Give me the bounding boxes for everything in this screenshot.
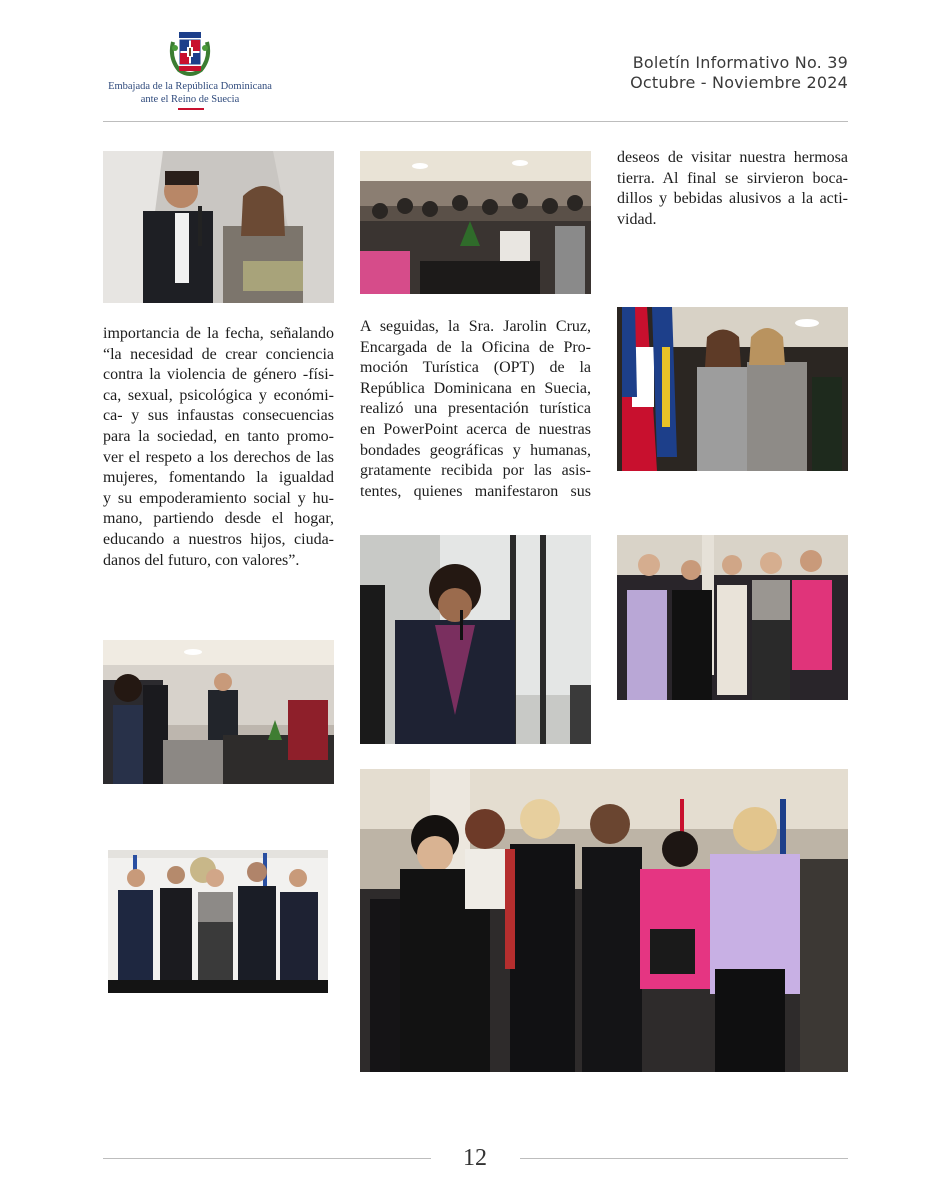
text-line: contra la violencia de género -físi- bbox=[103, 366, 334, 384]
column3-article-text bbox=[617, 148, 848, 230]
text-line: y su empoderamiento social y hu- bbox=[103, 489, 334, 507]
photo-attendees-group-celebration bbox=[360, 769, 848, 1072]
footer-rule-left bbox=[103, 1158, 431, 1159]
text-line: mujeres, fomentando la igualdad bbox=[103, 469, 334, 487]
photo-two-women-with-flags bbox=[617, 307, 848, 471]
text-line: A seguidas, la Sra. Jarolin Cruz, bbox=[360, 318, 591, 335]
text-line: para la sociedad, en tanto promo- bbox=[103, 427, 334, 445]
text-line: educando a nuestros hijos, ciuda- bbox=[103, 530, 334, 548]
column1-article-text bbox=[103, 324, 334, 571]
footer-rule-right bbox=[520, 1158, 848, 1159]
text-line: “la necesidad de crear conciencia bbox=[103, 345, 334, 363]
text-line: dillos y bebidas alusivos a la acti- bbox=[617, 190, 848, 208]
embassy-accent-rule bbox=[178, 108, 204, 110]
column2-article-text bbox=[360, 317, 591, 502]
bulletin-period: Octubre - Noviembre 2024 bbox=[630, 73, 848, 92]
text-line: deseos de visitar nuestra hermosa bbox=[617, 149, 848, 166]
text-line: ca, sexual, psicológica y económi- bbox=[103, 386, 334, 404]
embassy-name-line1: Embajada de la República Dominicana bbox=[108, 81, 272, 92]
embassy-coat-of-arms-logo bbox=[165, 28, 215, 80]
photo-tourism-presenter-speaking bbox=[360, 535, 591, 744]
text-line: ver el respeto a los derechos de las bbox=[103, 448, 334, 466]
text-line: vidad. bbox=[617, 210, 657, 228]
text-line: realizó una presentación turística bbox=[360, 400, 591, 418]
text-line: República Dominicana en Suecia, bbox=[360, 379, 591, 397]
text-line: mano, partiendo desde el hogar, bbox=[103, 510, 334, 528]
bulletin-title: Boletín Informativo No. 39 bbox=[632, 53, 848, 72]
photo-delegation-group bbox=[108, 850, 328, 993]
text-line: en PowerPoint acerca de nuestras bbox=[360, 420, 591, 438]
photo-group-of-women bbox=[617, 535, 848, 700]
page-number: 12 bbox=[463, 1145, 487, 1171]
photo-meeting-room-guests bbox=[103, 640, 334, 784]
text-line: tentes, quienes manifestaron sus bbox=[360, 482, 591, 500]
text-line: gratamente recibida por las asis- bbox=[360, 462, 591, 480]
header-divider bbox=[103, 121, 848, 122]
text-line: importancia de la fecha, señalando bbox=[103, 325, 334, 342]
text-line: moción Turística (OPT) de la bbox=[360, 359, 591, 377]
text-line: bondades geográficas y humanas, bbox=[360, 441, 591, 459]
text-line: ca- y sus infaustas consecuencias bbox=[103, 407, 334, 425]
photo-conference-room-audience bbox=[360, 151, 591, 294]
embassy-name-line2: ante el Reino de Suecia bbox=[140, 94, 240, 105]
photo-speaker-with-guest bbox=[103, 151, 334, 303]
text-line: tierra. Al final se sirvieron boca- bbox=[617, 169, 848, 187]
text-line: danos del futuro, con valores”. bbox=[103, 551, 300, 569]
text-line: Encargada de la Oficina de Pro- bbox=[360, 338, 591, 356]
